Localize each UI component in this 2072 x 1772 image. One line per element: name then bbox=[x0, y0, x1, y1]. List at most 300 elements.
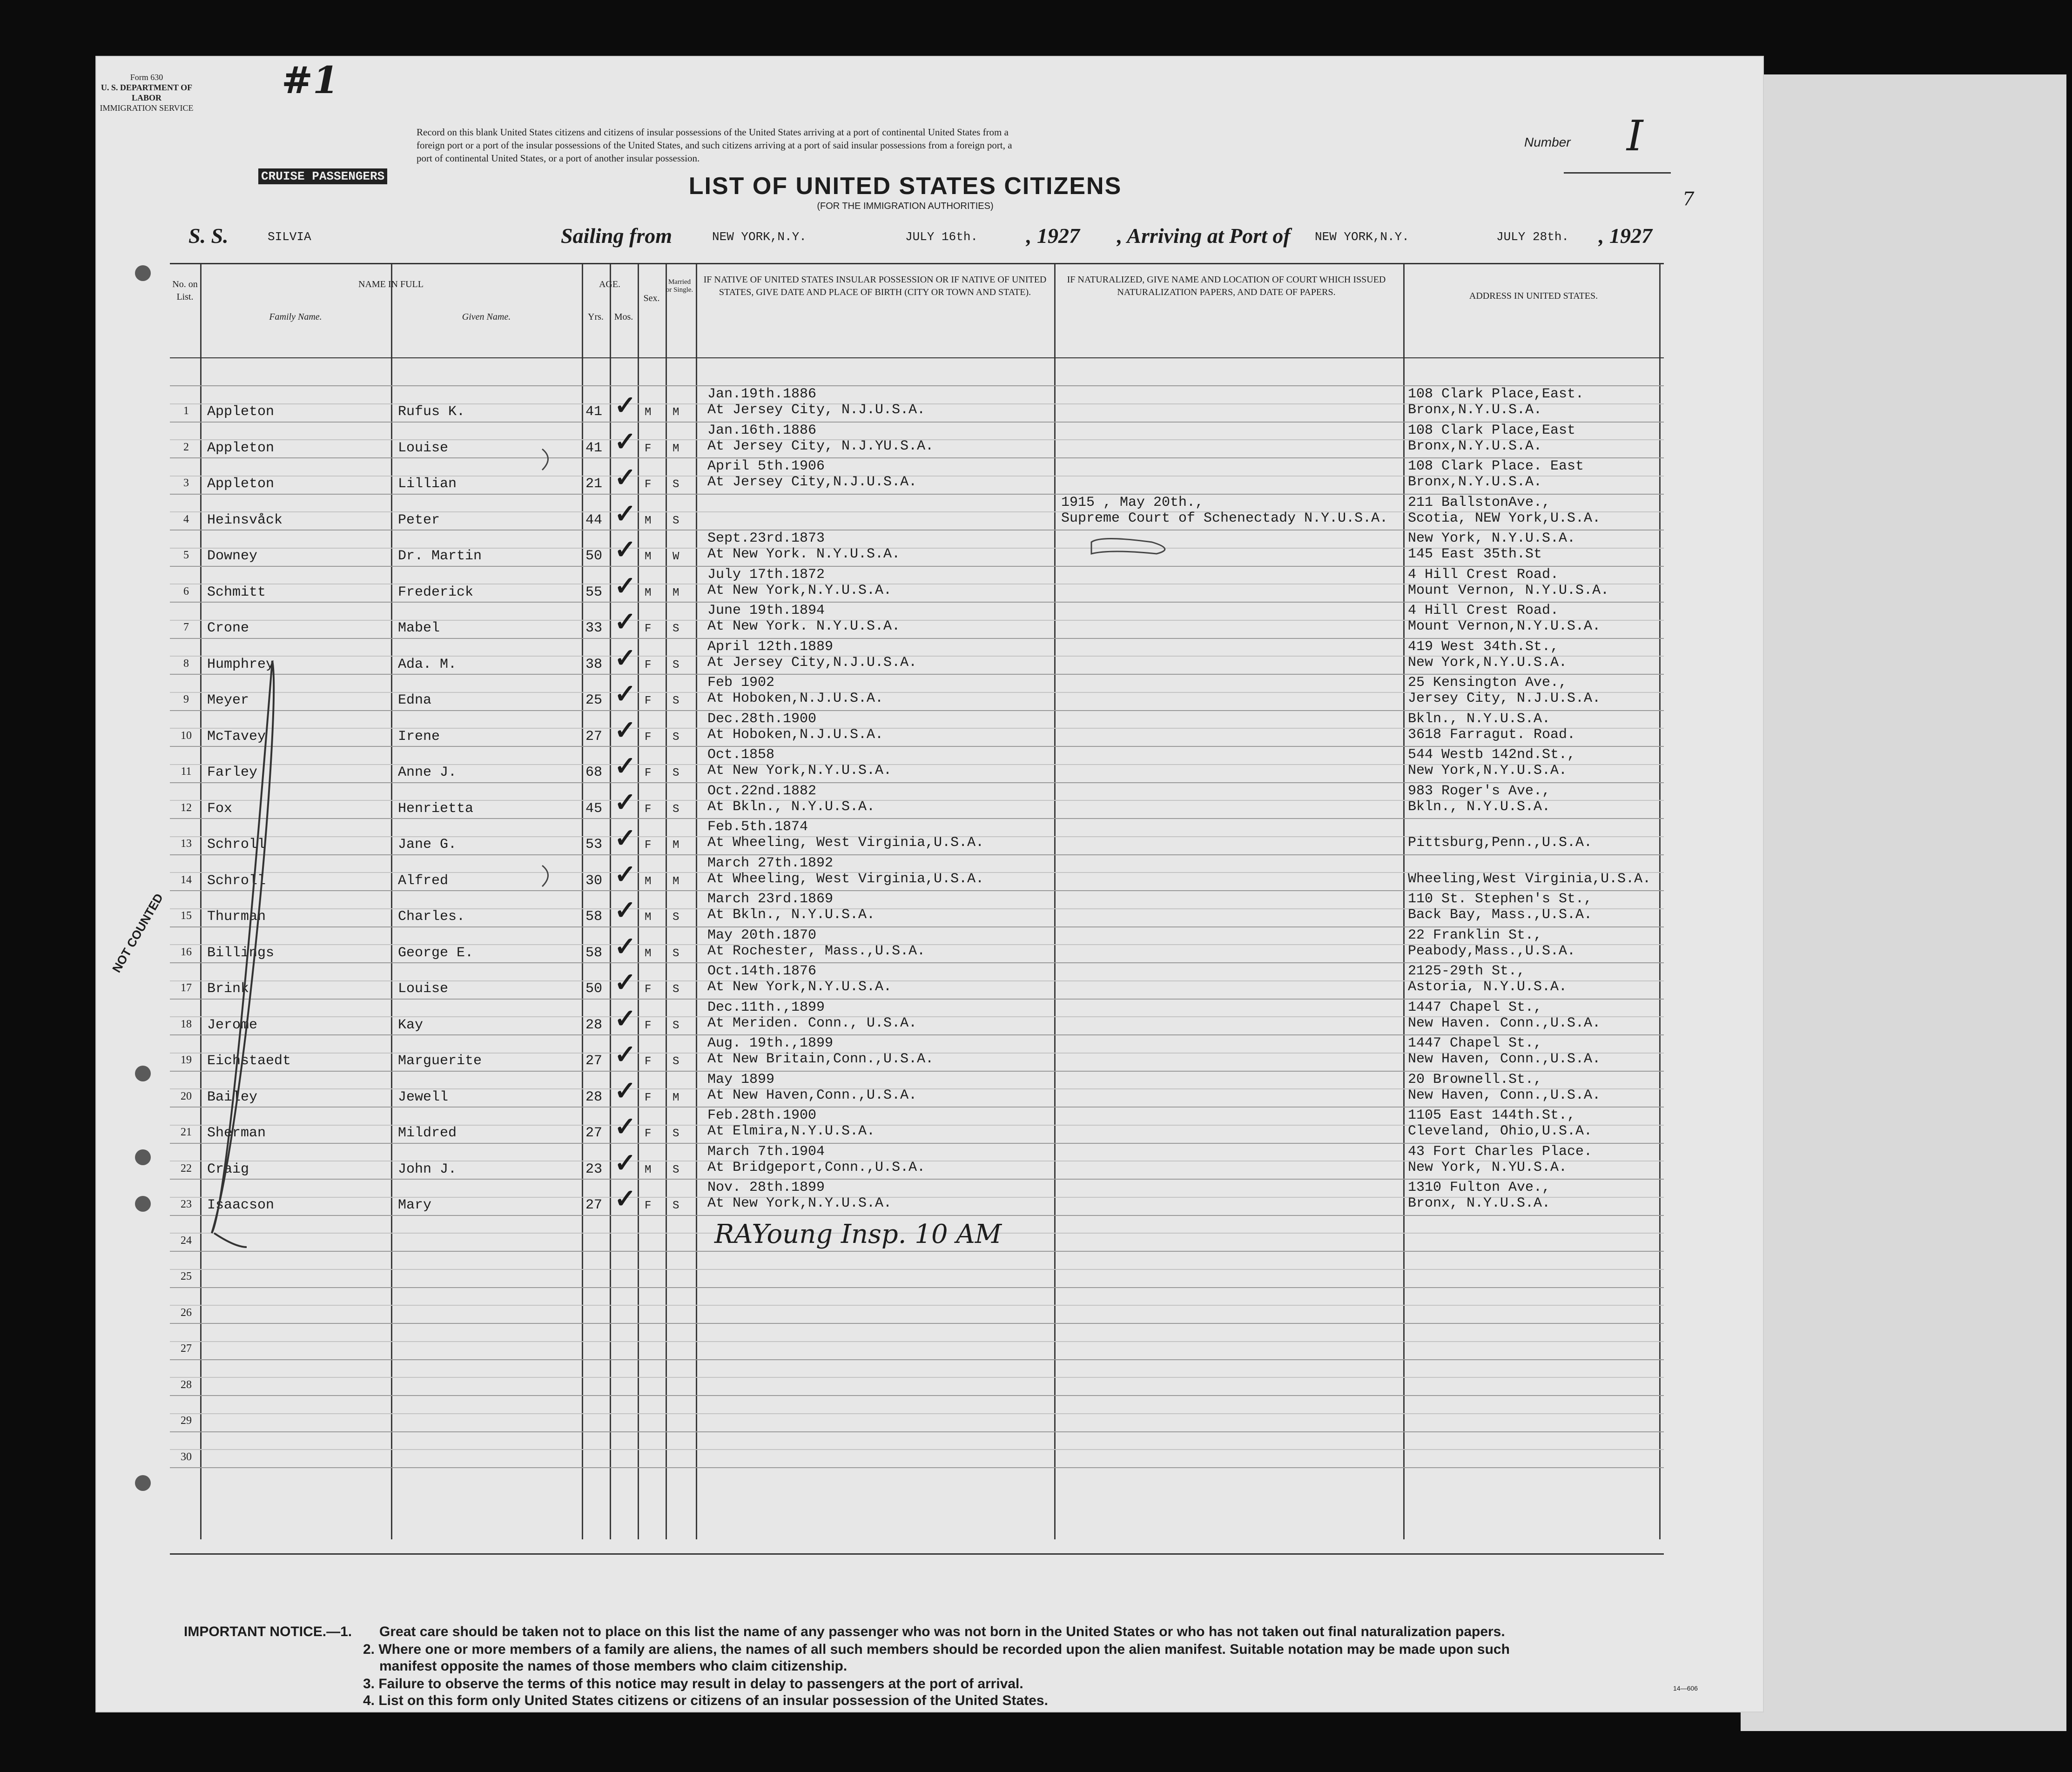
address-line-2: New Haven, Conn.,U.S.A. bbox=[1408, 1087, 1601, 1103]
family-name: Billings bbox=[207, 945, 275, 961]
sex-value: F bbox=[645, 623, 652, 635]
form-code: 14—606 bbox=[1673, 1685, 1698, 1692]
notice-line-5: 4. List on this form only United States citizens or citizens of an insular possession of the United States. bbox=[363, 1693, 1048, 1708]
sex-value: F bbox=[645, 695, 652, 707]
given-name: Peter bbox=[398, 512, 440, 528]
given-name: Louise bbox=[398, 981, 449, 997]
age-years: 50 bbox=[585, 548, 603, 564]
marital-status: S bbox=[673, 731, 679, 744]
check-mark: ✓ bbox=[614, 931, 636, 961]
check-mark: ✓ bbox=[614, 607, 636, 636]
birth-place: At New York,N.Y.U.S.A. bbox=[707, 582, 892, 598]
address-line-1: 544 Westb 142nd.St., bbox=[1408, 747, 1576, 763]
instruction-line: port of continental United States, or a port of another insular possession. bbox=[417, 153, 700, 164]
marital-status: S bbox=[673, 803, 679, 816]
birth-place: At Bkln., N.Y.U.S.A. bbox=[707, 799, 875, 815]
age-years: 33 bbox=[585, 620, 603, 636]
given-name: Mabel bbox=[398, 620, 440, 636]
family-name: Thurman bbox=[207, 909, 266, 925]
address-line-2: New York, N.YU.S.A. bbox=[1408, 1159, 1567, 1175]
address-line-2: Bronx,N.Y.U.S.A. bbox=[1408, 402, 1542, 418]
address-line-2: Cleveland, Ohio,U.S.A. bbox=[1408, 1123, 1593, 1139]
address-line-1: 22 Franklin St., bbox=[1408, 927, 1542, 943]
given-name: Ada. M. bbox=[398, 656, 457, 672]
manifest-sheet bbox=[95, 56, 1764, 1712]
age-years: 28 bbox=[585, 1017, 603, 1033]
marital-status: M bbox=[673, 442, 679, 455]
notice-line-4: 3. Failure to observe the terms of this notice may result in delay to passengers at the port of arrival. bbox=[363, 1676, 1023, 1691]
row-number: 17 bbox=[181, 982, 192, 994]
birth-date: Dec.11th.,1899 bbox=[707, 999, 825, 1015]
service-name: IMMIGRATION SERVICE bbox=[100, 103, 194, 113]
row-number: 18 bbox=[181, 1018, 192, 1030]
family-name: Brink bbox=[207, 981, 249, 997]
given-name: Frederick bbox=[398, 584, 474, 600]
check-mark: ✓ bbox=[614, 535, 636, 564]
sex-value: F bbox=[645, 983, 652, 996]
ship-name: SILVIA bbox=[268, 230, 311, 244]
family-name: Appleton bbox=[207, 404, 275, 420]
address-line-1: 108 Clark Place,East. bbox=[1408, 386, 1584, 402]
age-years: 27 bbox=[585, 1125, 603, 1141]
birth-date: Jan.19th.1886 bbox=[707, 386, 817, 402]
sex-value: F bbox=[645, 803, 652, 816]
marital-status: M bbox=[673, 875, 679, 888]
marital-status: S bbox=[673, 1055, 679, 1068]
scribble-mark bbox=[1091, 539, 1165, 554]
check-mark: ✓ bbox=[614, 390, 636, 420]
not-counted-bracket bbox=[212, 661, 274, 1233]
cruise-passengers-stamp: CRUISE PASSENGERS bbox=[258, 168, 387, 184]
birth-date: May 20th.1870 bbox=[707, 927, 817, 943]
check-mark: ✓ bbox=[614, 426, 636, 456]
birth-date: Feb.5th.1874 bbox=[707, 819, 808, 835]
address-line-1: 983 Roger's Ave., bbox=[1408, 783, 1551, 799]
sex-value: M bbox=[645, 586, 652, 599]
row-number: 23 bbox=[181, 1198, 192, 1210]
age-years: 68 bbox=[585, 765, 603, 780]
row-number: 7 bbox=[183, 621, 189, 633]
given-name: Dr. Martin bbox=[398, 548, 482, 564]
given-name: Mary bbox=[398, 1197, 432, 1213]
row-number: 2 bbox=[183, 441, 189, 453]
given-name: George E. bbox=[398, 945, 474, 961]
address-line-2: Mount Vernon, N.Y.U.S.A. bbox=[1408, 582, 1609, 598]
number-value: I bbox=[1627, 112, 1643, 161]
row-number: 26 bbox=[181, 1306, 192, 1319]
address-line-1: 43 Fort Charles Place. bbox=[1408, 1143, 1593, 1160]
background-page bbox=[1741, 74, 2066, 1731]
sex-value: F bbox=[645, 1055, 652, 1068]
row-number: 10 bbox=[181, 729, 192, 742]
birth-date: March 7th.1904 bbox=[707, 1143, 825, 1160]
row-number: 3 bbox=[183, 477, 189, 489]
family-name: McTavey bbox=[207, 728, 266, 745]
address-line-1: 419 West 34th.St., bbox=[1408, 638, 1559, 655]
address-line-1: Bkln., N.Y.U.S.A. bbox=[1408, 711, 1551, 727]
check-mark: ✓ bbox=[614, 1184, 636, 1213]
birth-place: At Jersey City,N.J.U.S.A. bbox=[707, 474, 917, 490]
sex-value: M bbox=[645, 550, 652, 563]
sex-value: M bbox=[645, 406, 652, 419]
birth-place: At New Britain,Conn.,U.S.A. bbox=[707, 1051, 934, 1067]
row-number: 25 bbox=[181, 1270, 192, 1282]
row-number: 12 bbox=[181, 801, 192, 814]
row-number: 8 bbox=[183, 657, 189, 670]
birth-place: At Rochester, Mass.,U.S.A. bbox=[707, 943, 926, 959]
departure-year: , 1927 bbox=[1026, 224, 1080, 248]
check-mark: ✓ bbox=[614, 1112, 636, 1141]
row-number: 27 bbox=[181, 1342, 192, 1355]
row-number: 19 bbox=[181, 1054, 192, 1066]
address-line-1: 108 Clark Place,East bbox=[1408, 422, 1576, 438]
row-number: 15 bbox=[181, 910, 192, 922]
given-name: Anne J. bbox=[398, 765, 457, 780]
birth-date: May 1899 bbox=[707, 1071, 775, 1087]
address-line-2: New Haven, Conn.,U.S.A. bbox=[1408, 1051, 1601, 1067]
check-mark: ✓ bbox=[614, 859, 636, 889]
address-line-1: 1105 East 144th.St., bbox=[1408, 1108, 1576, 1123]
departure-port: NEW YORK,N.Y. bbox=[712, 230, 807, 244]
address-line-1: 1447 Chapel St., bbox=[1408, 999, 1542, 1015]
header-no: No. on List. bbox=[172, 279, 198, 302]
check-mark: ✓ bbox=[614, 1148, 636, 1177]
birth-place: At New York,N.Y.U.S.A. bbox=[707, 1195, 892, 1211]
birth-place: At Meriden. Conn., U.S.A. bbox=[707, 1015, 917, 1031]
marital-status: M bbox=[673, 406, 679, 419]
ss-label: S. S. bbox=[188, 224, 229, 248]
family-name: Crone bbox=[207, 620, 249, 636]
birth-place: At Hoboken,N.J.U.S.A. bbox=[707, 726, 884, 743]
family-name: Humphrey bbox=[207, 656, 275, 672]
family-name: Eichstaedt bbox=[207, 1053, 291, 1069]
sex-value: F bbox=[645, 478, 652, 491]
birth-date: Nov. 28th.1899 bbox=[707, 1180, 825, 1195]
given-name: Jane G. bbox=[398, 837, 457, 852]
address-line-1: New York, N.Y.U.S.A. bbox=[1408, 530, 1576, 546]
marital-status: S bbox=[673, 1163, 679, 1176]
birth-date: April 5th.1906 bbox=[707, 458, 825, 474]
handwritten-number: #1 bbox=[282, 58, 339, 102]
family-name: Schmitt bbox=[207, 584, 266, 600]
given-name: Marguerite bbox=[398, 1053, 482, 1069]
row-number: 30 bbox=[181, 1450, 192, 1463]
birth-date: Feb.28th.1900 bbox=[707, 1108, 817, 1123]
check-mark: ✓ bbox=[614, 751, 636, 780]
age-years: 27 bbox=[585, 728, 603, 745]
family-name: Sherman bbox=[207, 1125, 266, 1141]
age-years: 58 bbox=[585, 945, 603, 961]
address-line-2: Bkln., N.Y.U.S.A. bbox=[1408, 799, 1551, 815]
sex-value: M bbox=[645, 875, 652, 888]
birth-date: Dec.28th.1900 bbox=[707, 711, 817, 727]
marital-status: S bbox=[673, 1019, 679, 1032]
handwritten-marks bbox=[95, 56, 1764, 1712]
address-line-2: Scotia, NEW York,U.S.A. bbox=[1408, 510, 1601, 526]
marital-status: M bbox=[673, 586, 679, 599]
notice-line-3: manifest opposite the names of those members who claim citizenship. bbox=[379, 1658, 848, 1674]
sailing-label: Sailing from bbox=[561, 224, 673, 248]
marital-status: S bbox=[673, 514, 679, 527]
inspector-signature: RAYoung Insp. 10 AM bbox=[714, 1219, 1002, 1249]
arrival-year: , 1927 bbox=[1599, 224, 1652, 248]
age-years: 50 bbox=[585, 981, 603, 997]
family-name: Farley bbox=[207, 765, 258, 780]
given-name: Rufus K. bbox=[398, 404, 465, 420]
age-years: 28 bbox=[585, 1089, 603, 1105]
marital-status: S bbox=[673, 1200, 679, 1212]
family-name: Heinsvåck bbox=[207, 512, 283, 528]
check-mark: ✓ bbox=[614, 498, 636, 528]
birth-date: Feb 1902 bbox=[707, 675, 775, 691]
family-name: Appleton bbox=[207, 440, 275, 456]
family-brackets bbox=[542, 449, 548, 886]
check-mark: ✓ bbox=[614, 715, 636, 745]
family-name: Schroll bbox=[207, 873, 266, 889]
marital-status: M bbox=[673, 1091, 679, 1104]
address-line-2: Back Bay, Mass.,U.S.A. bbox=[1408, 907, 1593, 923]
header-mos: Mos. bbox=[614, 312, 633, 322]
sex-value: F bbox=[645, 1091, 652, 1104]
address-line-1: 1447 Chapel St., bbox=[1408, 1035, 1542, 1051]
age-years: 25 bbox=[585, 692, 603, 708]
header-yrs: Yrs. bbox=[588, 312, 604, 322]
birth-date: June 19th.1894 bbox=[707, 603, 825, 618]
sex-value: F bbox=[645, 839, 652, 852]
birth-place: At Bridgeport,Conn.,U.S.A. bbox=[707, 1159, 926, 1175]
age-years: 21 bbox=[585, 476, 603, 492]
sex-value: F bbox=[645, 1019, 652, 1032]
address-line-1: 25 Kensington Ave., bbox=[1408, 675, 1567, 691]
page-title: LIST OF UNITED STATES CITIZENS bbox=[688, 173, 1122, 200]
row-number: 13 bbox=[181, 838, 192, 850]
header-age: AGE. bbox=[599, 279, 621, 289]
check-mark: ✓ bbox=[614, 1040, 636, 1069]
number-label: Number bbox=[1524, 135, 1571, 149]
birth-place: At Elmira,N.Y.U.S.A. bbox=[707, 1123, 875, 1139]
check-mark: ✓ bbox=[614, 967, 636, 997]
row-number: 11 bbox=[181, 765, 192, 778]
address-line-2: Astoria, N.Y.U.S.A. bbox=[1408, 979, 1567, 995]
given-name: Kay bbox=[398, 1017, 424, 1033]
family-name: Meyer bbox=[207, 692, 249, 708]
notice-heading: IMPORTANT NOTICE.—1. bbox=[184, 1624, 352, 1639]
marital-status: S bbox=[673, 658, 679, 671]
arrival-date: JULY 28th. bbox=[1496, 230, 1569, 244]
check-mark: ✓ bbox=[614, 1003, 636, 1033]
check-mark: ✓ bbox=[614, 463, 636, 492]
address-line-2: New Haven. Conn.,U.S.A. bbox=[1408, 1015, 1601, 1031]
given-name: John J. bbox=[398, 1161, 457, 1177]
important-notice bbox=[184, 1624, 1757, 1708]
check-mark: ✓ bbox=[614, 571, 636, 600]
birth-place: At Bkln., N.Y.U.S.A. bbox=[707, 907, 875, 923]
header-birth: IF NATIVE OF UNITED STATES INSULAR POSSESSION OR IF NATIVE OF UNITED STATES, GIVE DATE AND PLACE OF BIRTH (CITY OR TOWN AND STATE). bbox=[703, 275, 1047, 297]
row-number: 29 bbox=[181, 1415, 192, 1427]
sex-value: F bbox=[645, 442, 652, 455]
address-line-1: 110 St. Stephen's St., bbox=[1408, 891, 1593, 907]
age-years: 27 bbox=[585, 1197, 603, 1213]
header-family-name: Family Name. bbox=[269, 312, 322, 322]
page-subtitle: (FOR THE IMMIGRATION AUTHORITIES) bbox=[817, 201, 994, 211]
row-number: 22 bbox=[181, 1162, 192, 1175]
sex-value: M bbox=[645, 514, 652, 527]
address-line-1: 1310 Fulton Ave., bbox=[1408, 1180, 1551, 1195]
row-number: 28 bbox=[181, 1378, 192, 1391]
birth-place: At Jersey City,N.J.U.S.A. bbox=[707, 654, 917, 671]
marital-status: S bbox=[673, 767, 679, 779]
age-years: 38 bbox=[585, 656, 603, 672]
family-name: Schroll bbox=[207, 837, 266, 852]
address-line-2: Peabody,Mass.,U.S.A. bbox=[1408, 943, 1576, 959]
sex-value: M bbox=[645, 1163, 652, 1176]
family-name: Bailey bbox=[207, 1089, 258, 1105]
birth-place: At Jersey City, N.J.YU.S.A. bbox=[707, 438, 934, 454]
header-given-name: Given Name. bbox=[462, 312, 511, 322]
family-name: Fox bbox=[207, 800, 233, 817]
address-line-1: 108 Clark Place. East bbox=[1408, 458, 1584, 474]
age-years: 58 bbox=[585, 909, 603, 925]
address-line-2: Pittsburg,Penn.,U.S.A. bbox=[1408, 835, 1593, 851]
page-mark: 7 bbox=[1682, 188, 1695, 210]
address-line-1: 4 Hill Crest Road. bbox=[1408, 603, 1559, 618]
given-name: Jewell bbox=[398, 1089, 449, 1105]
row-number: 21 bbox=[181, 1126, 192, 1138]
birth-place: At New York,N.Y.U.S.A. bbox=[707, 979, 892, 995]
birth-place: At Hoboken,N.J.U.S.A. bbox=[707, 691, 884, 706]
birth-place: At Wheeling, West Virginia,U.S.A. bbox=[707, 835, 984, 851]
sex-value: F bbox=[645, 1128, 652, 1140]
check-mark: ✓ bbox=[614, 823, 636, 852]
bracket-tail bbox=[214, 1233, 247, 1247]
marital-status: S bbox=[673, 695, 679, 707]
age-years: 45 bbox=[585, 800, 603, 817]
given-name: Louise bbox=[398, 440, 449, 456]
marital-status: W bbox=[673, 550, 679, 563]
family-name: Isaacson bbox=[207, 1197, 275, 1213]
marital-status: S bbox=[673, 623, 679, 635]
row-number: 9 bbox=[183, 693, 189, 705]
marital-status: S bbox=[673, 911, 679, 924]
given-name: Mildred bbox=[398, 1125, 457, 1141]
age-years: 41 bbox=[585, 404, 603, 420]
address-line-1: 4 Hill Crest Road. bbox=[1408, 566, 1559, 583]
check-mark: ✓ bbox=[614, 787, 636, 817]
birth-place: At New York. N.Y.U.S.A. bbox=[707, 546, 901, 562]
row-number: 20 bbox=[181, 1090, 192, 1102]
birth-date: March 27th.1892 bbox=[707, 855, 834, 871]
address-line-1: 211 BallstonAve., bbox=[1408, 494, 1551, 510]
age-years: 55 bbox=[585, 584, 603, 600]
family-name: Appleton bbox=[207, 476, 275, 492]
address-line-2: 145 East 35th.St bbox=[1408, 546, 1542, 562]
check-mark: ✓ bbox=[614, 643, 636, 672]
notice-line-2: 2. Where one or more members of a family are aliens, the names of all such members should be recorded upon the alien manifest. Suitable notation may be made upon such bbox=[363, 1642, 1510, 1657]
birth-date: Aug. 19th.,1899 bbox=[707, 1035, 834, 1051]
header-name-in-full: NAME IN FULL bbox=[358, 279, 424, 289]
sex-value: M bbox=[645, 947, 652, 960]
given-name: Henrietta bbox=[398, 800, 474, 817]
birth-place: At Wheeling, West Virginia,U.S.A. bbox=[707, 871, 984, 887]
address-line-1: 2125-29th St., bbox=[1408, 963, 1526, 979]
marital-status: S bbox=[673, 1128, 679, 1140]
check-mark: ✓ bbox=[614, 895, 636, 925]
naturalization-court: Supreme Court of Schenectady N.Y.U.S.A. bbox=[1061, 510, 1388, 526]
instruction-line: foreign port or a port of the insular possessions of the United States, and such citizens arriving at a port of said insular possessions from a foreign port, a bbox=[417, 140, 1012, 151]
birth-date: Oct.14th.1876 bbox=[707, 963, 817, 979]
sex-value: F bbox=[645, 767, 652, 779]
address-line-2: Bronx, N.Y.U.S.A. bbox=[1408, 1195, 1551, 1211]
given-name: Lillian bbox=[398, 476, 457, 492]
birth-date: Jan.16th.1886 bbox=[707, 422, 817, 438]
marital-status: M bbox=[673, 839, 679, 852]
row-number: 16 bbox=[181, 946, 192, 958]
address-line-2: Mount Vernon,N.Y.U.S.A. bbox=[1408, 618, 1601, 634]
birth-place: At New York. N.Y.U.S.A. bbox=[707, 618, 901, 634]
not-counted-stamp: NOT COUNTED bbox=[109, 891, 166, 975]
header-sex: Sex. bbox=[643, 293, 660, 303]
departure-date: JULY 16th. bbox=[905, 230, 978, 244]
header-address: ADDRESS IN UNITED STATES. bbox=[1469, 291, 1598, 301]
family-name: Jerome bbox=[207, 1017, 258, 1033]
given-name: Alfred bbox=[398, 873, 449, 889]
age-years: 27 bbox=[585, 1053, 603, 1069]
birth-place: At New Haven,Conn.,U.S.A. bbox=[707, 1087, 917, 1103]
address-line-2: New York,N.Y.U.S.A. bbox=[1408, 654, 1567, 671]
header-naturalization: IF NATURALIZED, GIVE NAME AND LOCATION OF COURT WHICH ISSUED NATURALIZATION PAPERS, AND DATE OF PAPERS. bbox=[1067, 275, 1386, 297]
check-mark: ✓ bbox=[614, 1075, 636, 1105]
marital-status: S bbox=[673, 983, 679, 996]
birth-date: March 23rd.1869 bbox=[707, 891, 834, 907]
marital-status: S bbox=[673, 947, 679, 960]
check-mark: ✓ bbox=[614, 679, 636, 708]
address-line-2: Wheeling,West Virginia,U.S.A. bbox=[1408, 871, 1651, 887]
instruction-line: Record on this blank United States citizens and citizens of insular possessions of the United States arriving at a port of continental United States from a bbox=[417, 127, 1009, 138]
row-number: 4 bbox=[183, 513, 189, 525]
sex-value: F bbox=[645, 1200, 652, 1212]
notice-line-1: Great care should be taken not to place on this list the name of any passenger who was not born in the United States or who has not taken out final naturalization papers. bbox=[379, 1624, 1505, 1639]
arrival-port: NEW YORK,N.Y. bbox=[1315, 230, 1409, 244]
family-name: Downey bbox=[207, 548, 258, 564]
address-line-2: Bronx,N.Y.U.S.A. bbox=[1408, 474, 1542, 490]
address-line-2: 3618 Farragut. Road. bbox=[1408, 726, 1576, 743]
age-years: 44 bbox=[585, 512, 603, 528]
address-line-2: Bronx,N.Y.U.S.A. bbox=[1408, 438, 1542, 454]
department-name: U. S. DEPARTMENT OF LABOR bbox=[101, 83, 193, 102]
given-name: Irene bbox=[398, 728, 440, 745]
address-line-2: Jersey City, N.J.U.S.A. bbox=[1408, 691, 1601, 706]
given-name: Charles. bbox=[398, 909, 465, 925]
header-married-single: Married or Single. bbox=[666, 278, 693, 294]
age-years: 53 bbox=[585, 837, 603, 852]
birth-place: At Jersey City, N.J.U.S.A. bbox=[707, 402, 926, 418]
form-number: Form 630 bbox=[130, 73, 163, 82]
birth-place: At New York,N.Y.U.S.A. bbox=[707, 763, 892, 779]
row-number: 24 bbox=[181, 1234, 192, 1247]
arriving-label: , Arriving at Port of bbox=[1117, 224, 1291, 248]
birth-date: Oct.1858 bbox=[707, 747, 775, 763]
row-number: 6 bbox=[183, 585, 189, 597]
birth-date: April 12th.1889 bbox=[707, 638, 834, 655]
age-years: 41 bbox=[585, 440, 603, 456]
age-years: 23 bbox=[585, 1161, 603, 1177]
address-line-2: New York,N.Y.U.S.A. bbox=[1408, 763, 1567, 779]
family-name: Craig bbox=[207, 1161, 249, 1177]
sex-value: M bbox=[645, 911, 652, 924]
birth-date: July 17th.1872 bbox=[707, 566, 825, 583]
row-number: 1 bbox=[183, 405, 189, 417]
birth-date: Oct.22nd.1882 bbox=[707, 783, 817, 799]
